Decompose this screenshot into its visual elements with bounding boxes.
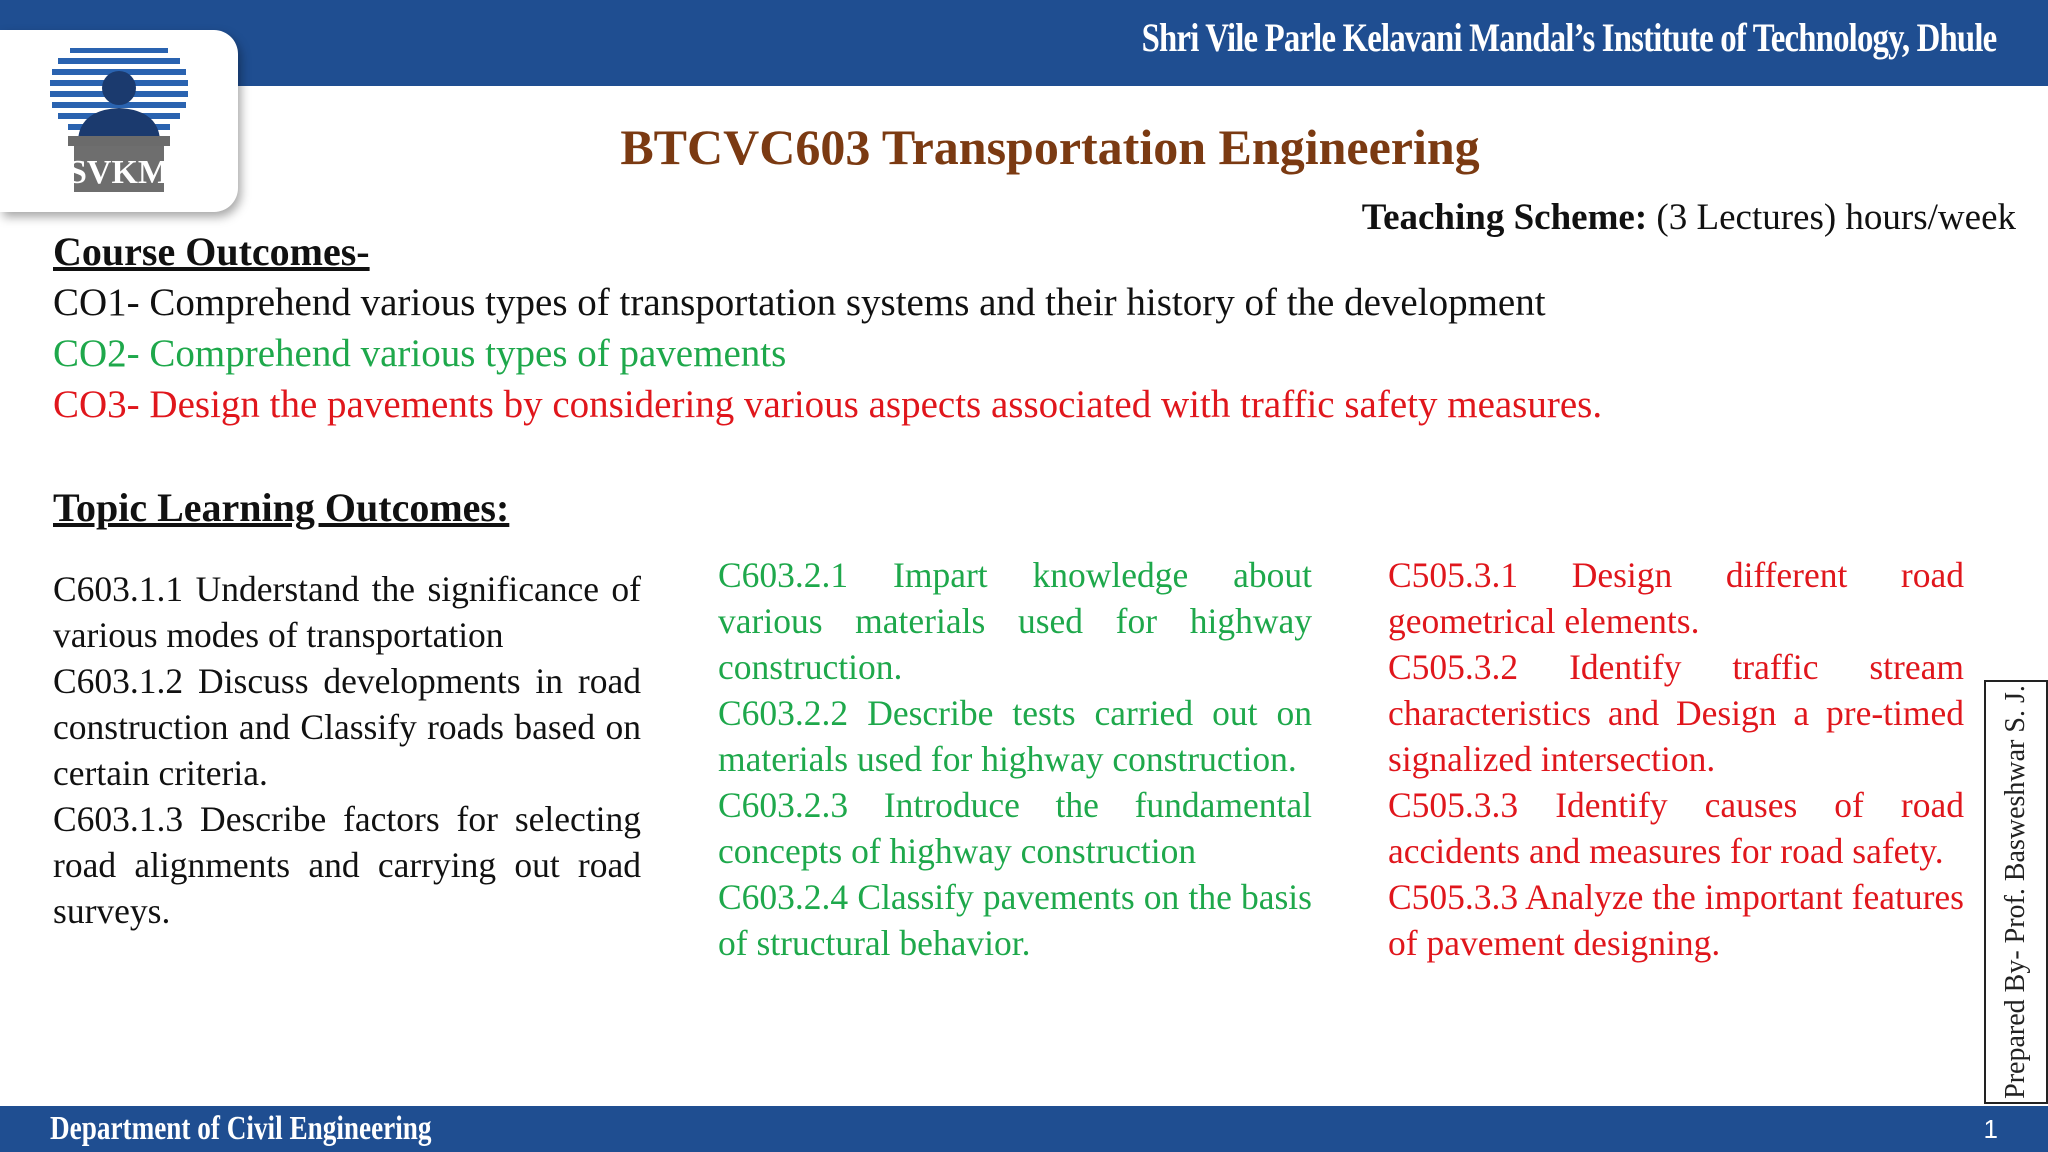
topic-outcome: C603.1.3 Describe factors for selecting road alignments and carrying out road surveys. — [53, 799, 641, 931]
page-number: 1 — [1983, 1114, 1998, 1144]
topic-outcome: C603.2.2 Describe tests carried out on materials used for highway construction. — [718, 693, 1312, 779]
topic-outcome: C603.1.1 Understand the significance of various modes of transportation — [53, 569, 641, 655]
teaching-scheme-value: (3 Lectures) hours/week — [1656, 197, 2016, 238]
prepared-by-text: Prepared By- Prof. Basweshwar S. J. — [2000, 685, 2031, 1099]
page-title: BTCVC603 Transportation Engineering — [620, 119, 1480, 175]
topic-outcome: C603.1.2 Discuss developments in road construction and Classify roads based on certain criteria. — [53, 661, 641, 793]
teaching-scheme — [1362, 196, 2016, 239]
course-outcome-3: CO3- Design the pavements by considering various aspects associated with traffic safety measures. — [53, 383, 1603, 426]
topic-outcomes-column-2 — [718, 552, 1312, 966]
teaching-scheme-label: Teaching Scheme: — [1361, 197, 1648, 238]
topic-outcome: C505.3.1 Design different road geometrical elements. — [1388, 555, 1964, 641]
svg-text:SVKM: SVKM — [68, 154, 170, 191]
topic-outcome: C603.2.4 Classify pavements on the basis of structural behavior. — [718, 877, 1312, 963]
course-outcome-1: CO1- Comprehend various types of transportation systems and their history of the development — [53, 281, 1546, 324]
prepared-by-box — [1984, 680, 2048, 1104]
institute-name: Shri Vile Parle Kelavani Mandal’s Institute of Technology, Dhule — [1141, 15, 1996, 60]
topic-outcomes-heading: Topic Learning Outcomes: — [53, 485, 510, 530]
topic-outcome: C505.3.3 Identify causes of road accidents and measures for road safety. — [1388, 785, 1964, 871]
topic-outcome: C603.2.3 Introduce the fundamental concepts of highway construction — [718, 785, 1312, 871]
topic-outcome: C505.3.3 Analyze the important features of pavement designing. — [1388, 877, 1964, 963]
topic-outcomes-column-1 — [53, 566, 641, 934]
footer-bar — [0, 1106, 2048, 1152]
topic-outcome: C505.3.2 Identify traffic stream characteristics and Design a pre-timed signalized intersection. — [1388, 647, 1964, 779]
topic-outcome: C603.2.1 Impart knowledge about various materials used for highway construction. — [718, 555, 1312, 687]
header-bar — [0, 0, 2048, 86]
course-outcome-2: CO2- Comprehend various types of pavements — [53, 332, 787, 375]
department-name: Department of Civil Engineering — [50, 1110, 432, 1147]
course-outcomes-heading: Course Outcomes- — [53, 229, 370, 274]
topic-outcomes-column-3 — [1388, 552, 1964, 966]
